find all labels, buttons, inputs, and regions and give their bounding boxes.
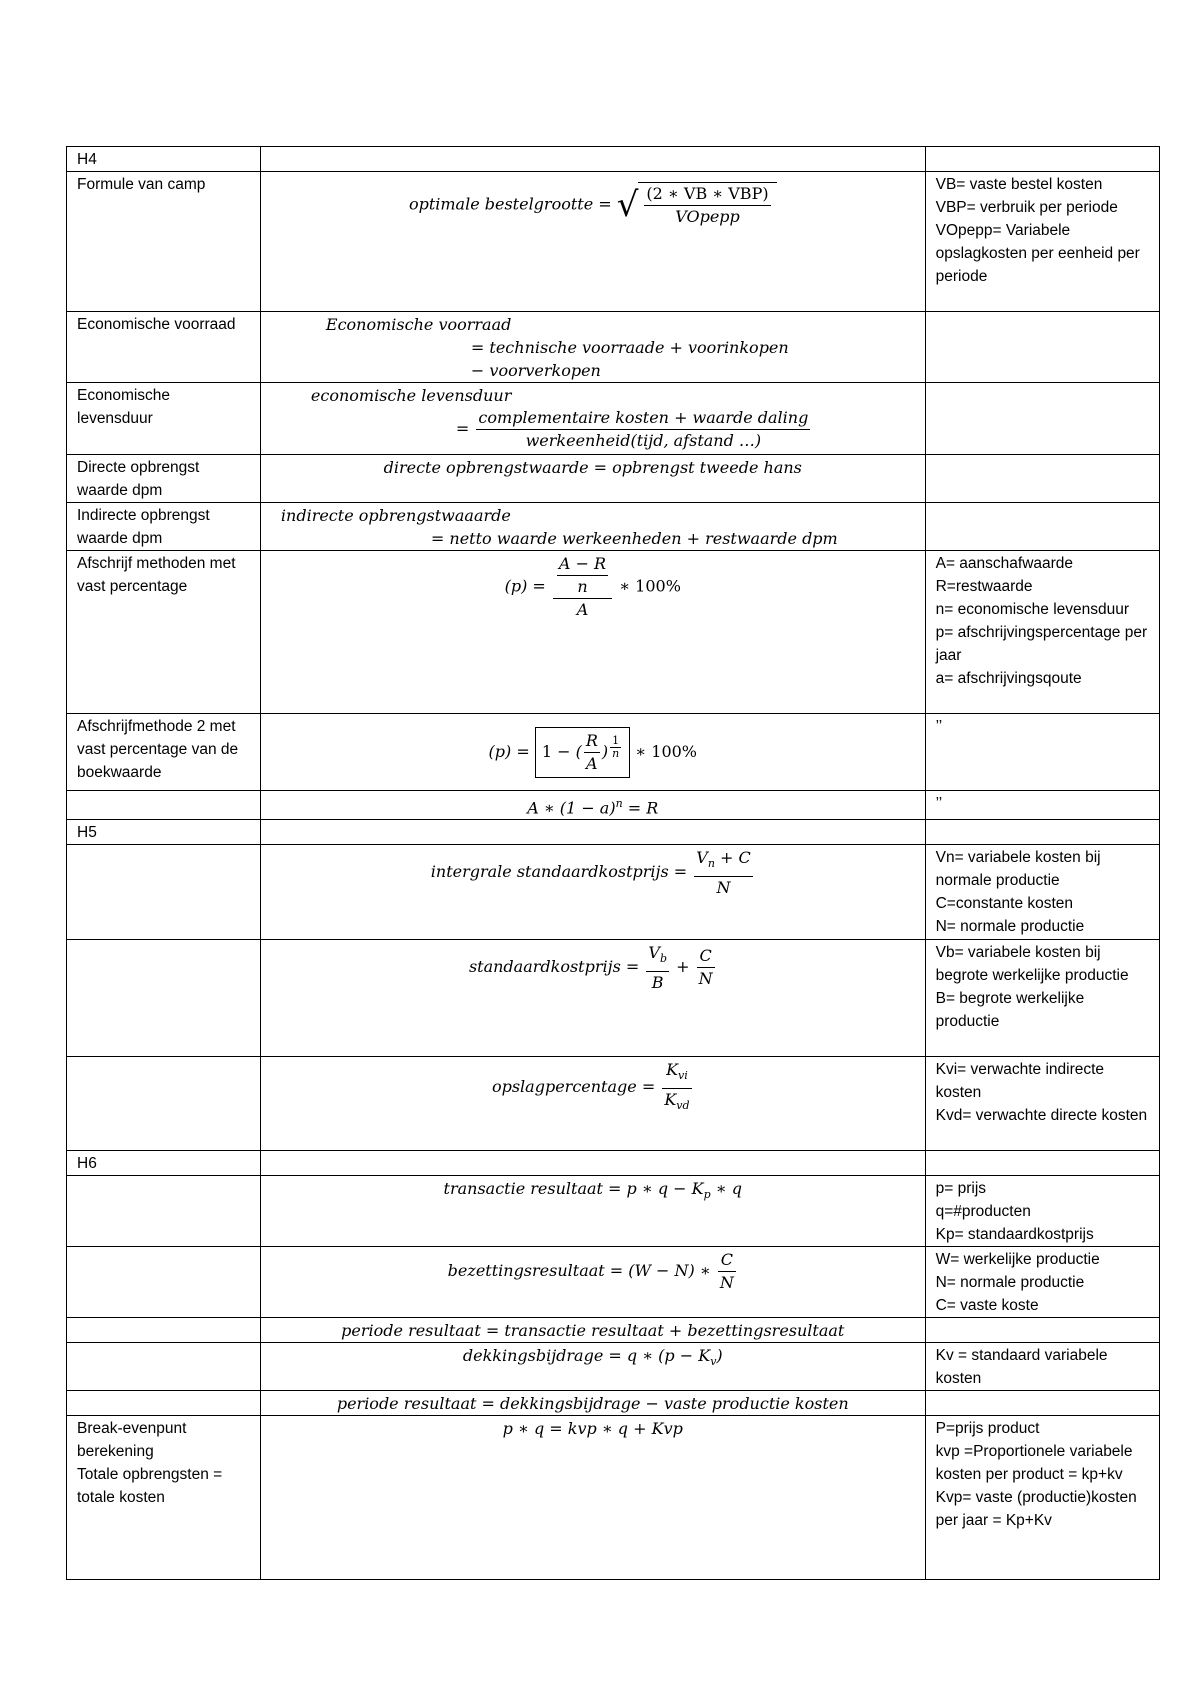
formula-lhs: intergrale standaardkostprijs = [430, 862, 688, 882]
denominator: A [576, 600, 589, 619]
formula-cell [260, 503, 925, 551]
table-row [67, 940, 1160, 1057]
table-row [67, 791, 1160, 820]
formula-cell: periode resultaat = transactie resultaat + bezettingsresultaat [260, 1318, 925, 1343]
formula-cell: p ∗ q = kvp ∗ q + Kvp [260, 1416, 925, 1580]
fraction: $\frac{C}{N}$ [698, 946, 713, 989]
numerator: A − R [557, 553, 608, 576]
formula-line: Economische voorraad [325, 315, 512, 334]
notes-cell: A= aanschafwaarde R=restwaarde n= economische levensduur p= afschrijvingspercentage per jaar a= afschrijvingsqoute [925, 551, 1159, 714]
table-row [67, 1416, 1160, 1580]
formula-table [66, 146, 1160, 1580]
table-row [67, 1391, 1160, 1416]
section-heading: H6 [67, 1151, 261, 1176]
formula-cell: standaardkostprijs = $\frac{V_b}{B}$ + $\frac{C}{N}$ [260, 940, 925, 1057]
table-row [67, 1057, 1160, 1151]
formula-cell: A ∗ $(1 - a)^n = R$ [260, 791, 925, 820]
table-row [67, 1343, 1160, 1391]
fraction: $\frac{K_{vi}}{K_{vd}}$ [664, 1060, 690, 1112]
bracket: 1 − ( $\frac{R}{A}$ ) $^{\frac{1}{n}}$ [535, 727, 630, 778]
notes-cell: ’’ [925, 791, 1159, 820]
formula-cell: dekkingsbijdrage = q ∗ $(p - K_v)$ [260, 1343, 925, 1391]
denominator: n [577, 577, 588, 596]
notes-cell: Vb= variabele kosten bij begrote werkelijke productie B= begrote werkelijke productie [925, 940, 1159, 1057]
row-label: Directe opbrengst waarde dpm [67, 455, 261, 503]
notes-cell: p= prijs q=#producten Kp= standaardkostprijs [925, 1176, 1159, 1247]
section-row-h5 [67, 820, 1160, 845]
row-label: Economische levensduur [67, 383, 261, 455]
table-row [67, 172, 1160, 312]
formula-line: = netto waarde werkeenheden + restwaarde dpm [430, 529, 838, 548]
table-row [67, 383, 1160, 455]
table-row [67, 714, 1160, 791]
section-row-h4 [67, 147, 1160, 172]
section-row-h6 [67, 1151, 1160, 1176]
table-row [67, 312, 1160, 383]
formula-cell [260, 1247, 925, 1318]
denominator: werkeenheid(tijd, afstand …) [525, 431, 762, 450]
formula-cell [260, 312, 925, 383]
notes-cell: ’’ [925, 714, 1159, 791]
notes-cell: W= werkelijke productie N= normale productie C= vaste koste [925, 1247, 1159, 1318]
section-heading: H4 [67, 147, 261, 172]
formula-rhs: ∗ 100% [635, 742, 697, 761]
fraction [476, 407, 810, 452]
table-row [67, 845, 1160, 940]
row-label: Afschrijfmethode 2 met vast percentage van de boekwaarde [67, 714, 261, 791]
exponent-fraction: 1 n [612, 734, 620, 761]
formula-line: indirecte opbrengstwaaarde [280, 506, 511, 525]
sqrt-symbol: √ [616, 185, 639, 225]
denominator: VOpepp [675, 207, 740, 226]
table-row [67, 503, 1160, 551]
formula-cell [260, 551, 925, 714]
formula-line: = technische voorraade + voorinkopen [470, 338, 789, 357]
row-label: Economische voorraad [67, 312, 261, 383]
formula-lhs: (p) = [504, 576, 546, 596]
fraction: $\frac{C}{N}$ [719, 1250, 734, 1293]
formula-cell: economische levensduur = $\frac{\text{complementaire kosten + waarde daling}}{\text{werkeenheid(tijd, afstand …)}}$ [260, 383, 925, 455]
notes-cell: P=prijs product kvp =Proportionele variabele kosten per product = kp+kv Kvp= vaste (productie)kosten per jaar = Kp+Kv [925, 1416, 1159, 1580]
denominator: N [716, 877, 731, 897]
formula-line: − voorverkopen [470, 361, 601, 380]
inner-fraction [557, 553, 608, 598]
formula-cell: directe opbrengstwaarde = opbrengst tweede hans [260, 455, 925, 503]
row-label: Indirecte opbrengst waarde dpm [67, 503, 261, 551]
formula-line: economische levensduur [310, 386, 512, 405]
formula-lhs: (p) = [488, 742, 530, 761]
notes-cell: VB= vaste bestel kosten VBP= verbruik per periode VOpepp= Variabele opslagkosten per eenheid per periode [925, 172, 1159, 312]
table-row [67, 1247, 1160, 1318]
formula-cell [260, 1057, 925, 1151]
table-row [67, 551, 1160, 714]
fraction: $\frac{V_b}{B}$ [648, 943, 667, 992]
numerator: $V_n + C$ [694, 847, 752, 876]
formula-lhs: bezettingsresultaat = (W − N) ∗ [447, 1261, 711, 1281]
formula-lhs: opslagpercentage = [491, 1077, 656, 1097]
notes-cell: Vn= variabele kosten bij normale productie C=constante kosten N= normale productie [925, 845, 1159, 940]
table-row [67, 455, 1160, 503]
formula-cell: periode resultaat = dekkingsbijdrage − vaste productie kosten [260, 1391, 925, 1416]
numerator: (2 ∗ VB ∗ VBP) [644, 183, 770, 206]
formula-cell [260, 714, 925, 791]
row-label: Break-evenpunt berekening Totale opbrengsten = totale kosten [67, 1416, 261, 1580]
row-label: Afschrijf methoden met vast percentage [67, 551, 261, 714]
formula-lhs: standaardkostprijs = [468, 957, 640, 977]
formula-cell: optimale bestelgrootte = √ $\frac{\text{(2 ∗ VB ∗ VBP)}}{\text{VOpepp}}$ [260, 172, 925, 312]
fraction [644, 183, 770, 228]
table-row [67, 1176, 1160, 1247]
fraction: $\frac{R}{A}$ [585, 731, 598, 773]
radicand [638, 182, 776, 228]
section-heading: H5 [67, 820, 261, 845]
row-label: Formule van camp [67, 172, 261, 312]
formula-cell [260, 845, 925, 940]
notes-cell: Kv = standaard variabele kosten [925, 1343, 1159, 1391]
notes-cell: Kvi= verwachte indirecte kosten Kvd= verwachte directe kosten [925, 1057, 1159, 1151]
formula-rhs: ∗ 100% [619, 576, 681, 596]
formula-lhs: optimale bestelgrootte [408, 194, 594, 214]
table-row [67, 1318, 1160, 1343]
fraction [694, 847, 752, 898]
fraction [553, 553, 612, 621]
formula-cell: transactie resultaat = p ∗ $q - K_p$ ∗ q [260, 1176, 925, 1247]
numerator: complementaire kosten + waarde daling [476, 407, 810, 430]
